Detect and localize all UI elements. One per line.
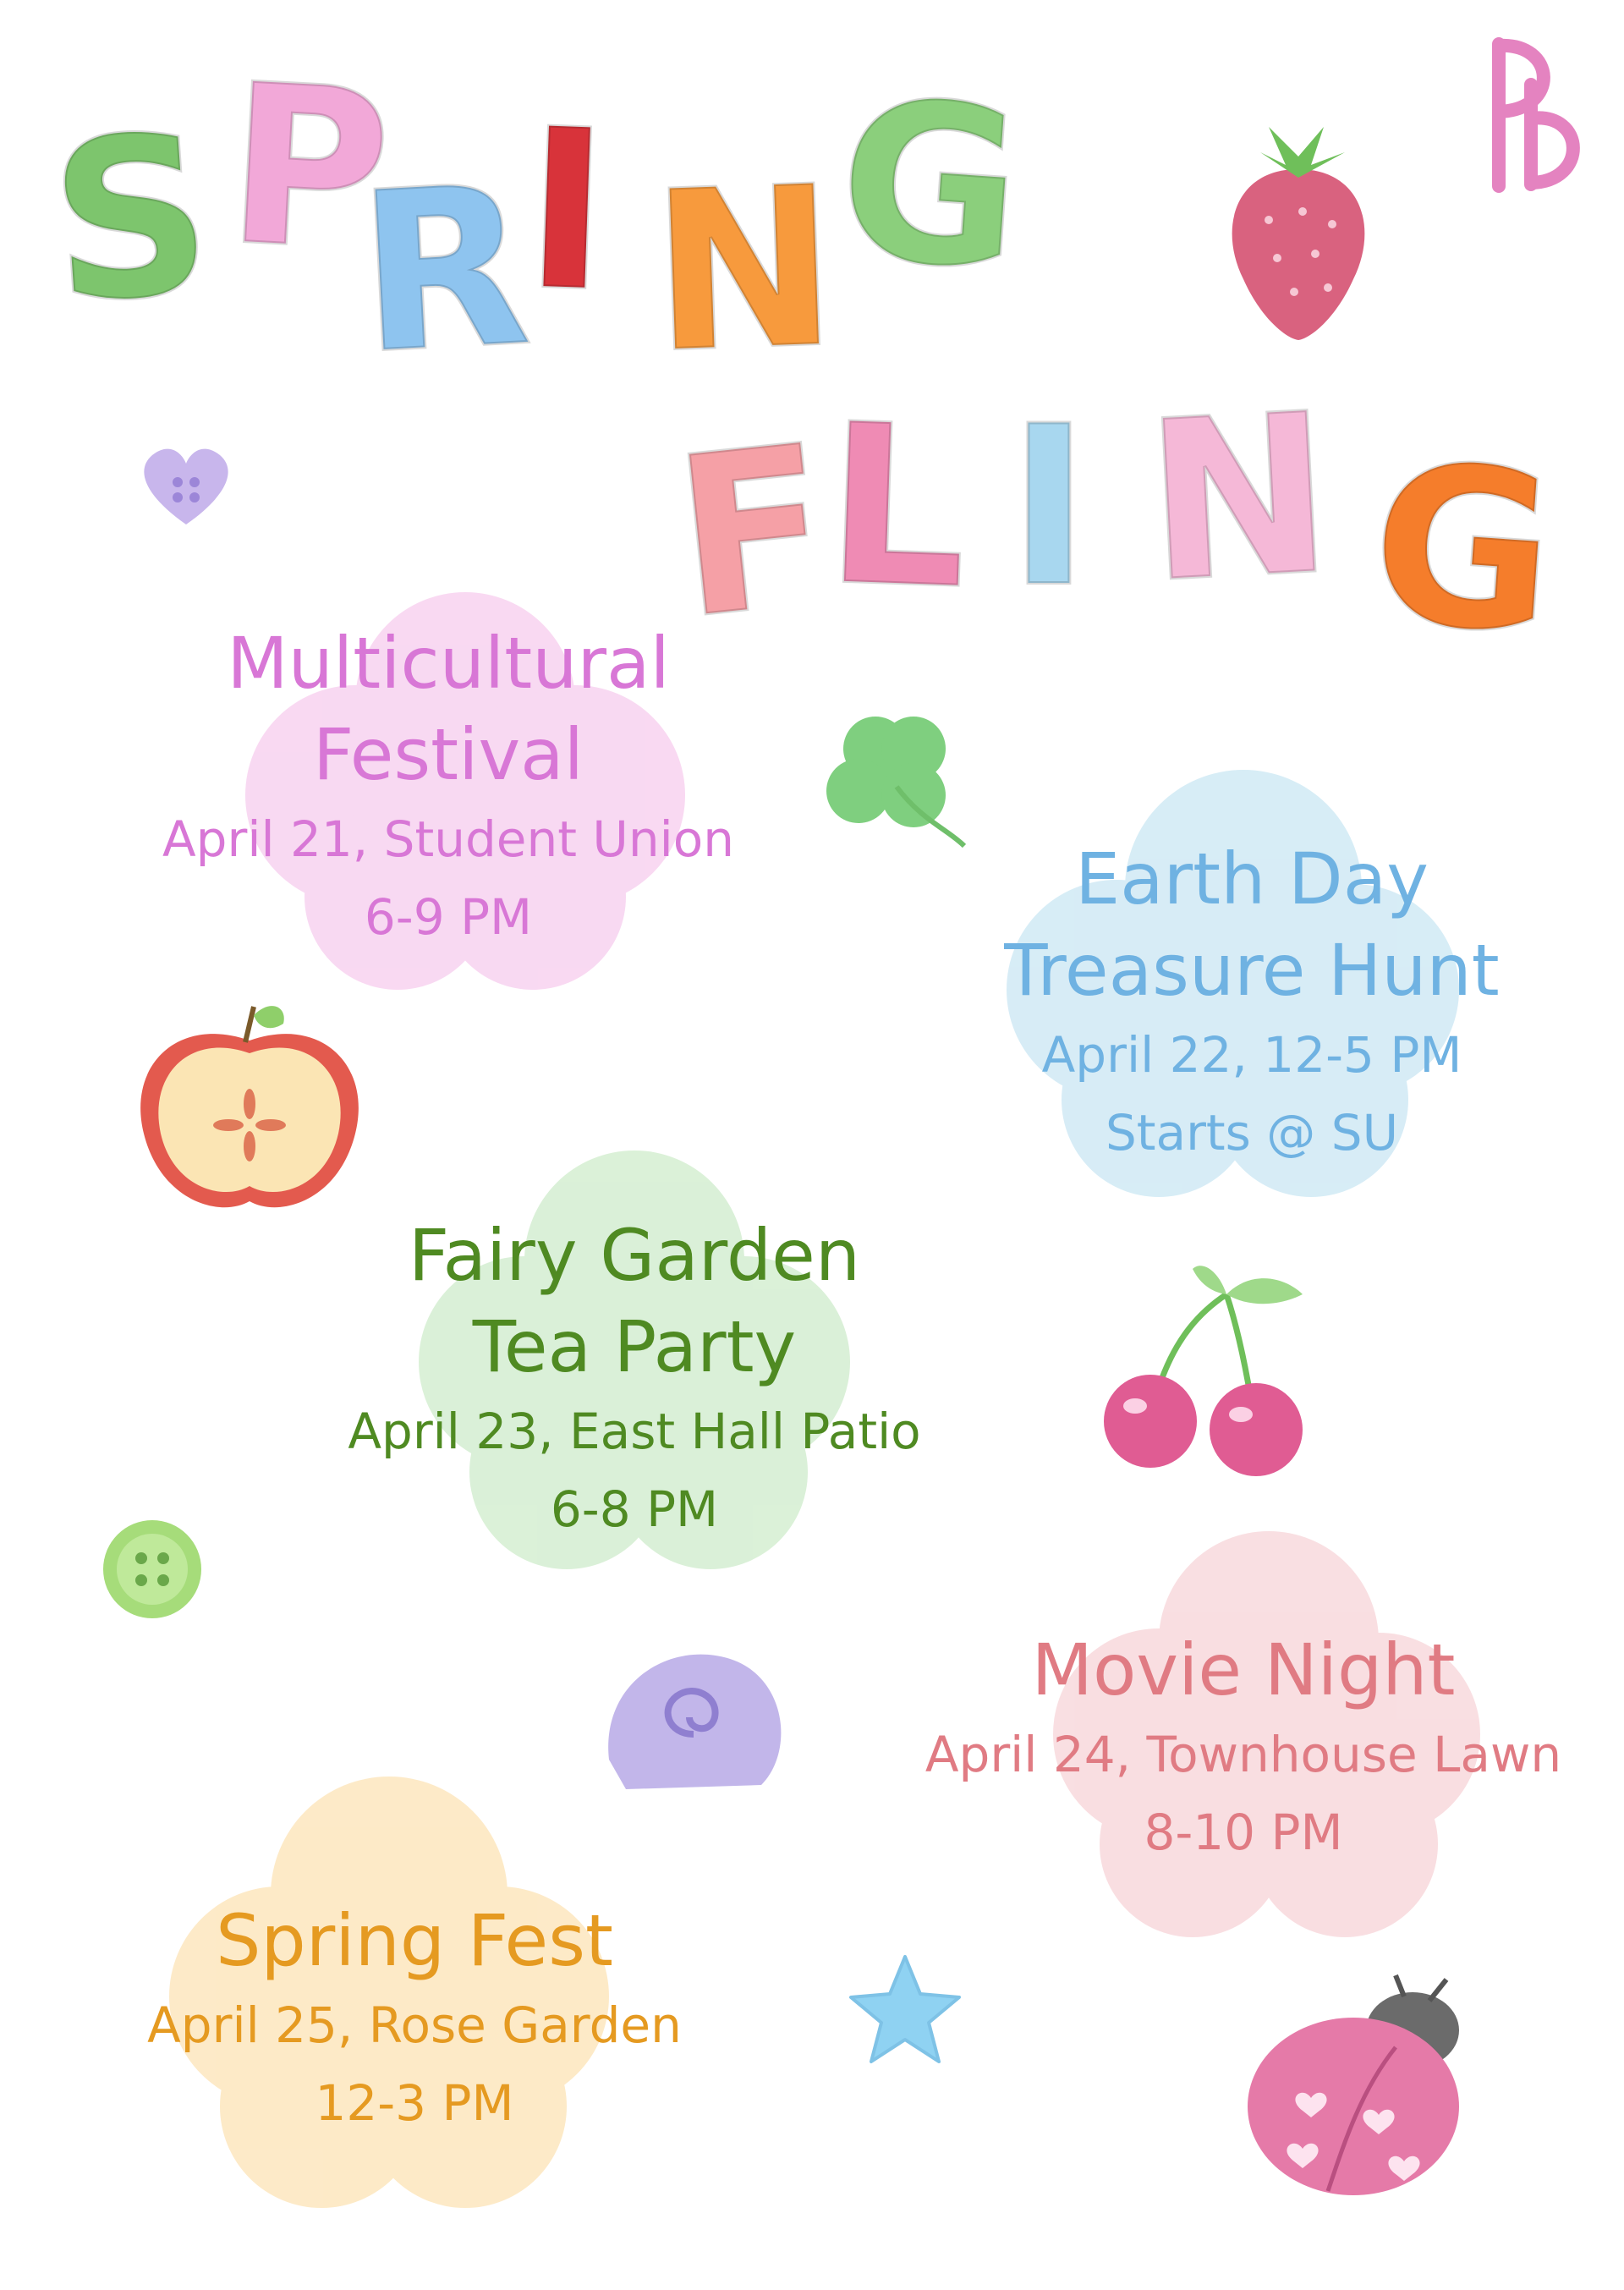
strawberry-icon (1210, 118, 1387, 347)
event-fairy-garden-tea-party (279, 1210, 990, 1548)
event-time: 6-8 PM (550, 1480, 719, 1538)
event-title: Earth Day (1075, 837, 1429, 920)
event-time: 8-10 PM (1144, 1804, 1343, 1861)
event-date-location: April 21, Student Union (162, 810, 734, 868)
title-letter: S (43, 86, 219, 354)
title-letter: P (221, 37, 397, 301)
heart-icon (135, 440, 237, 533)
title-letter: N (1140, 366, 1338, 632)
event-title: Spring Fest (216, 1899, 613, 1982)
pb-logo (1480, 34, 1599, 195)
event-title: Fairy Garden (408, 1214, 861, 1297)
title-letter: N (647, 140, 842, 402)
event-title: Festival (313, 713, 584, 796)
event-date-location: April 23, East Hall Patio (348, 1403, 921, 1460)
title-letter: R (353, 138, 535, 404)
button-icon (97, 1514, 207, 1624)
title-letter: I (1007, 380, 1090, 635)
event-movie-night (871, 1624, 1616, 1871)
apple-icon (127, 998, 372, 1227)
title-letter: I (521, 82, 612, 341)
title-letter: G (1364, 415, 1562, 684)
ladybug-icon (1235, 1971, 1480, 2208)
event-title: Treasure Hunt (1004, 929, 1500, 1012)
shell-icon (592, 1633, 795, 1802)
event-spring-fest (68, 1895, 761, 2142)
title-letter: G (831, 52, 1029, 321)
event-earth-day-treasure-hunt (939, 833, 1565, 1172)
event-time: 6-9 PM (364, 888, 533, 946)
event-time: 12-3 PM (315, 2074, 514, 2132)
star-icon (846, 1950, 964, 2068)
cherries-icon (1091, 1260, 1328, 1480)
event-title: Tea Party (472, 1305, 797, 1388)
title-letter: L (821, 377, 972, 638)
event-location: Starts @ SU (1105, 1104, 1399, 1161)
event-title: Movie Night (1031, 1628, 1456, 1711)
event-date-location: April 25, Rose Garden (147, 1996, 682, 2054)
event-date-location: April 24, Townhouse Lawn (924, 1726, 1562, 1783)
event-title: Multicultural (227, 622, 670, 705)
event-date-time: April 22, 12-5 PM (1041, 1026, 1462, 1084)
title-letter: F (664, 398, 842, 668)
event-multicultural-festival (135, 618, 761, 956)
